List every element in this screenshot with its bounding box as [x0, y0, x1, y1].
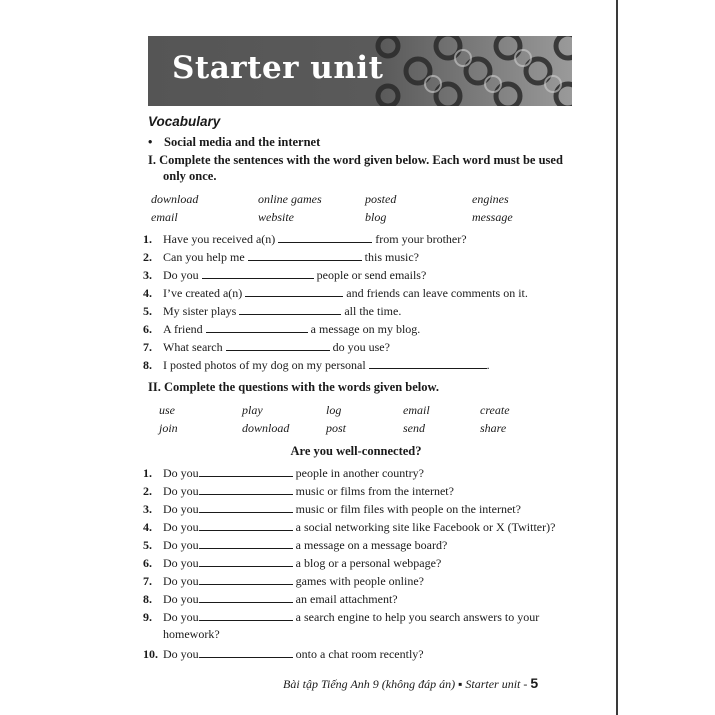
item-text-after: a blog or a personal webpage? — [295, 556, 442, 570]
item-text-after: all the time. — [344, 304, 402, 318]
item-number: 1. — [143, 232, 152, 246]
item-text-after: people in another country? — [295, 466, 424, 480]
item-number: 3. — [143, 502, 152, 516]
item-text-before: Do you — [163, 592, 199, 606]
exercise1-item-3 — [143, 268, 426, 283]
answer-blank[interactable] — [199, 475, 293, 477]
exercise2-item-4 — [143, 520, 555, 535]
footer-dash: - — [520, 677, 531, 691]
item-text-after: onto a chat room recently? — [295, 647, 424, 661]
item-number: 10. — [143, 647, 158, 661]
item-text-after: do you use? — [332, 340, 390, 354]
item-text-before: Do you — [163, 647, 199, 661]
item-text-after: an email attachment? — [295, 592, 398, 606]
word-option: message — [472, 210, 513, 224]
item-text-after: a message on a message board? — [295, 538, 448, 552]
answer-blank[interactable] — [199, 656, 293, 658]
word-option: post — [326, 421, 347, 435]
page-number: 5 — [530, 675, 539, 691]
item-text-before: Do you — [163, 556, 199, 570]
item-text-before: Do you — [163, 538, 199, 552]
word-option: share — [480, 421, 507, 435]
exercise2-item-7 — [143, 574, 424, 589]
item-text-before: I’ve created a(n) — [163, 286, 243, 300]
item-text-after: . — [486, 358, 490, 372]
item-number: 7. — [143, 574, 152, 588]
exercise1-instruction-line1: I. Complete the sentences with the word given below. Each word must be used — [148, 153, 563, 167]
exercise1-item-5 — [143, 304, 401, 319]
page-footer — [283, 675, 538, 692]
answer-blank[interactable] — [199, 493, 293, 495]
exercise2-item-1 — [143, 466, 424, 481]
item-text-after: music or films from the internet? — [295, 484, 454, 498]
answer-blank[interactable] — [199, 547, 293, 549]
item-text-after: people or send emails? — [316, 268, 427, 282]
answer-blank[interactable] — [245, 295, 343, 297]
item-text-before: A friend — [163, 322, 203, 336]
exercise1-item-7 — [143, 340, 390, 355]
item-number: 8. — [143, 358, 152, 372]
quiz-title-text: Are you well-connected? — [290, 444, 422, 458]
word-option: email — [403, 403, 430, 417]
item-number: 6. — [143, 322, 152, 336]
item-text-before: Do you — [163, 502, 199, 516]
word-option: log — [326, 403, 342, 417]
item-text-before: I posted photos of my dog on my personal — [163, 358, 366, 372]
item-text-before: Do you — [163, 466, 199, 480]
item-text-after: a message on my blog. — [310, 322, 421, 336]
answer-blank[interactable] — [239, 313, 341, 315]
topic-bullet — [148, 135, 320, 150]
answer-blank[interactable] — [199, 529, 293, 531]
item-text-before: Do you — [163, 268, 199, 282]
footer-unit: Starter unit — [465, 677, 521, 691]
exercise1-item-2 — [143, 250, 419, 265]
bullet-icon: • — [148, 135, 153, 149]
exercise1-item-8 — [143, 358, 490, 373]
item-text-before: Do you — [163, 574, 199, 588]
item-number: 7. — [143, 340, 152, 354]
item-number: 8. — [143, 592, 152, 606]
word-option: send — [403, 421, 425, 435]
word-option: email — [151, 210, 178, 224]
item-number: 2. — [143, 484, 152, 498]
item-text-before: My sister plays — [163, 304, 237, 318]
item-number: 4. — [143, 520, 152, 534]
answer-blank[interactable] — [199, 583, 293, 585]
exercise2-item-9 — [143, 610, 539, 625]
exercise2-instruction: II. Complete the questions with the words given below. — [148, 380, 439, 394]
word-option: join — [159, 421, 178, 435]
exercise2-item-2 — [143, 484, 454, 499]
footer-book-title: Bài tập Tiếng Anh 9 (không đáp án) — [283, 677, 456, 691]
item-number: 5. — [143, 304, 152, 318]
item-number: 1. — [143, 466, 152, 480]
item-text-after: music or film files with people on the internet? — [295, 502, 521, 516]
exercise2-item-8 — [143, 592, 398, 607]
word-option: download — [151, 192, 199, 206]
word-option: website — [258, 210, 294, 224]
item-text-before: Do you — [163, 520, 199, 534]
word-option: blog — [365, 210, 387, 224]
exercise2-item-6 — [143, 556, 441, 571]
item-number: 2. — [143, 250, 152, 264]
exercise2-item-9-continuation: homework? — [163, 627, 220, 641]
word-option: use — [159, 403, 175, 417]
item-number: 6. — [143, 556, 152, 570]
exercise1-item-6 — [143, 322, 420, 337]
item-text-before: Do you — [163, 610, 199, 624]
quiz-title — [0, 444, 715, 459]
word-option: play — [242, 403, 263, 417]
item-text-after: this music? — [364, 250, 419, 264]
answer-blank[interactable] — [369, 367, 487, 369]
item-number: 3. — [143, 268, 152, 282]
unit-banner — [148, 36, 572, 106]
exercise1-instruction-line2: only once. — [163, 169, 217, 183]
item-text-before: Have you received a(n) — [163, 232, 276, 246]
item-number: 5. — [143, 538, 152, 552]
exercise1-item-4 — [143, 286, 528, 301]
page-title: Starter unit — [172, 50, 384, 86]
topic-text: Social media and the internet — [164, 135, 321, 149]
exercise2-item-5 — [143, 538, 447, 553]
answer-blank[interactable] — [199, 601, 293, 603]
section-heading-vocabulary: Vocabulary — [148, 114, 221, 129]
answer-blank[interactable] — [206, 331, 308, 333]
answer-blank[interactable] — [278, 241, 372, 243]
exercise1-item-1 — [143, 232, 467, 247]
answer-blank[interactable] — [248, 259, 362, 261]
exercise2-item-10 — [143, 647, 424, 662]
item-text-before: Do you — [163, 484, 199, 498]
item-text-after: and friends can leave comments on it. — [346, 286, 528, 300]
item-text-after: a social networking site like Facebook or X (Twitter)? — [295, 520, 556, 534]
footer-separator: ▪ — [455, 677, 466, 691]
item-text-before: Can you help me — [163, 250, 245, 264]
word-option: create — [480, 403, 510, 417]
answer-blank[interactable] — [202, 277, 314, 279]
page-edge-line — [616, 0, 618, 715]
item-text-before: What search — [163, 340, 223, 354]
word-option: online games — [258, 192, 322, 206]
answer-blank[interactable] — [199, 619, 293, 621]
answer-blank[interactable] — [199, 565, 293, 567]
exercise2-item-3 — [143, 502, 521, 517]
item-number: 9. — [143, 610, 152, 624]
item-text-after: games with people online? — [295, 574, 424, 588]
word-option: engines — [472, 192, 509, 206]
item-text-after: a search engine to help you search answers to your — [295, 610, 540, 624]
item-number: 4. — [143, 286, 152, 300]
answer-blank[interactable] — [199, 511, 293, 513]
word-option: download — [242, 421, 290, 435]
item-text-after: from your brother? — [375, 232, 467, 246]
answer-blank[interactable] — [226, 349, 330, 351]
word-option: posted — [365, 192, 397, 206]
